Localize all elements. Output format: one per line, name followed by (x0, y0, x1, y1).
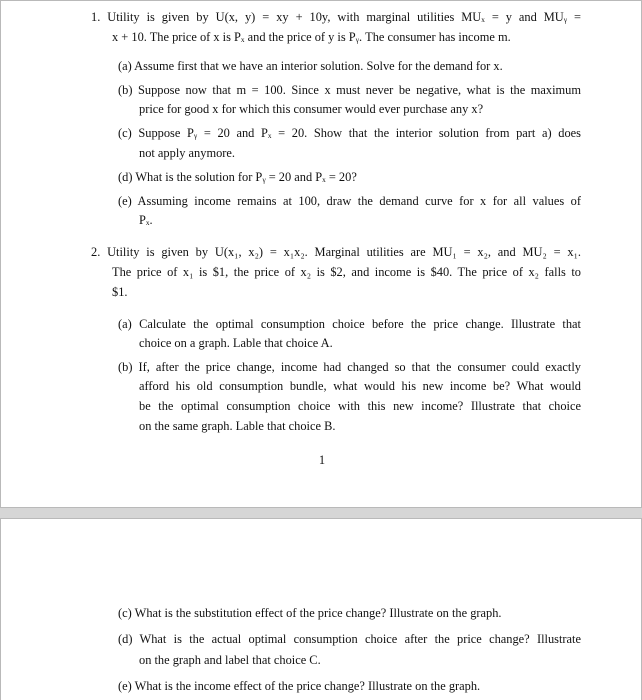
q2-part-b-line-3: be the optimal consumption choice with this new income? Illustrate that choice (139, 399, 581, 413)
q2-part-d-line-1: (d) What is the actual optimal consumption choice after the price change? Illustrate (118, 632, 581, 646)
q2-part-d-line-2: on the graph and label that choice C. (139, 653, 321, 667)
q1-part-b-line-1: (b) Suppose now that m = 100. Since x must never be negative, what is the maximum (118, 83, 581, 97)
q1-stem-line-2: x + 10. The price of x is Pₓ and the price of y is Pᵧ. The consumer has income m. (112, 30, 511, 44)
q2-stem-line-1: 2. Utility is given by U(x₁, x₂) = x₁x₂. Marginal utilities are MU₁ = x₂, and MU₂ = x₁. (91, 245, 581, 259)
q2-part-c: (c) What is the substitution effect of the price change? Illustrate on the graph. (118, 606, 502, 620)
q2-part-b-line-2: afford his old consumption bundle, what would his new income be? What would (139, 379, 581, 393)
q1-stem-line-1: 1. Utility is given by U(x, y) = xy + 10y, with marginal utilities MUₓ = y and MUᵧ = (91, 10, 581, 24)
q2-stem-line-3: $1. (112, 285, 128, 299)
page-number: 1 (318, 453, 326, 467)
q1-part-c-line-1: (c) Suppose Pᵧ = 20 and Pₓ = 20. Show that the interior solution from part a) does (118, 126, 581, 140)
q1-part-c-line-2: not apply anymore. (139, 146, 236, 160)
q2-part-b-line-4: on the same graph. Lable that choice B. (139, 419, 336, 433)
q2-part-e: (e) What is the income effect of the price change? Illustrate on the graph. (118, 679, 481, 693)
q2-stem-line-2: The price of x₁ is $1, the price of x₂ is $2, and income is $40. The price of x₂ falls to (112, 265, 581, 279)
q1-part-e-line-1: (e) Assuming income remains at 100, draw the demand curve for x for all values of (118, 194, 581, 208)
q1-part-e-line-2: Pₓ. (139, 213, 153, 227)
q1-part-d: (d) What is the solution for Pᵧ = 20 and Pₓ = 20? (118, 170, 357, 184)
page-2 (0, 518, 642, 700)
q1-part-b-line-2: price for good x for which this consumer would ever purchase any x? (139, 102, 484, 116)
q2-part-b-line-1: (b) If, after the price change, income had changed so that the consumer could exactly (118, 360, 581, 374)
q1-part-a: (a) Assume first that we have an interior solution. Solve for the demand for x. (118, 59, 503, 73)
q2-part-a-line-1: (a) Calculate the optimal consumption choice before the price change. Illustrate that (118, 317, 581, 331)
q2-part-a-line-2: choice on a graph. Lable that choice A. (139, 336, 333, 350)
